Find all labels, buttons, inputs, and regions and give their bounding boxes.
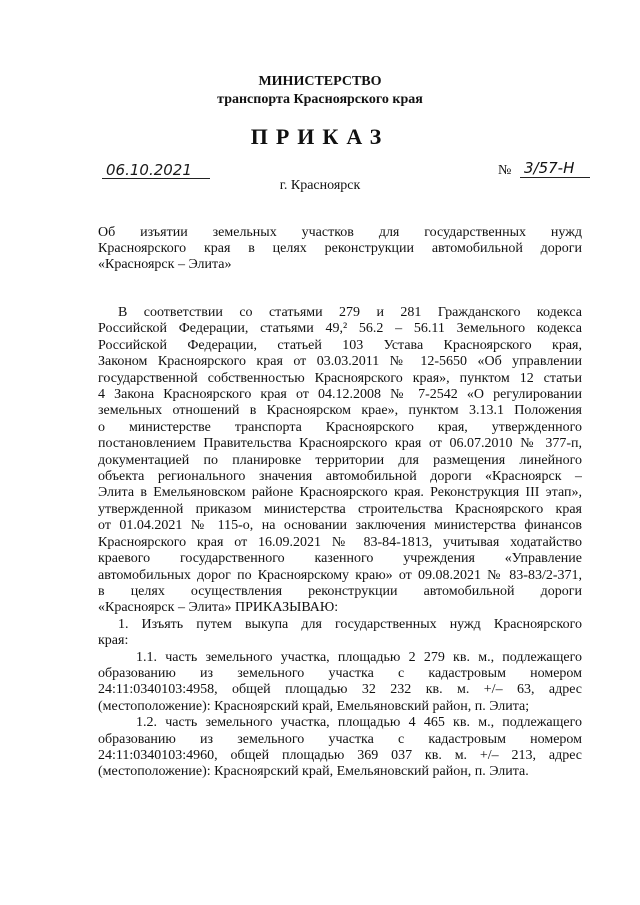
subject-line: Об изъятии земельных участков для государственных нужд: [98, 225, 582, 240]
body-line: В соответствии со статьями 279 и 281 Гражданского кодекса: [118, 305, 582, 320]
order-city: г. Красноярск: [279, 178, 361, 193]
order-number-label: №: [498, 163, 512, 178]
body-line: от 01.04.2021 № 115-о, на основании заключения министерства финансов: [98, 518, 582, 534]
clause-1: 1. Изъять путем выкупа для государственных нужд Красноярского: [118, 616, 582, 632]
subject-line: «Красноярск – Элита»: [98, 257, 232, 272]
body-line: образованию из земельного участка с кадастровым номером: [98, 665, 582, 681]
order-body: [98, 305, 582, 781]
body-line: «Красноярск – Элита» ПРИКАЗЫВАЮ:: [98, 600, 339, 616]
ministry-subtitle: транспорта Красноярского края: [217, 92, 423, 107]
body-line: Элита в Емельяновском районе Красноярского края. Реконструкция III этап»,: [98, 485, 582, 501]
body-line: (местоположение): Красноярский край, Емельяновский район, п. Элита.: [98, 764, 529, 780]
body-line: 4 Закона Красноярского края от 04.12.2008 № 7-2542 «О регулировании: [98, 387, 582, 403]
body-line: 24:11:0340103:4960, общей площадью 369 037 кв. м. +/– 213, адрес: [98, 747, 582, 763]
subject-line: Красноярского края в целях реконструкции автомобильной дороги: [98, 241, 582, 256]
clause-1-2: 1.2. часть земельного участка, площадью 4 465 кв. м., подлежащего: [136, 715, 582, 731]
body-line: образованию из земельного участка с кадастровым номером: [98, 731, 582, 747]
body-line: в целях осуществления реконструкции автомобильной дороги: [98, 583, 582, 599]
body-line: автомобильных дорог по Красноярскому краю» от 09.08.2021 № 83-83/2-371,: [98, 567, 582, 583]
body-line: края:: [98, 633, 129, 649]
body-line: постановлением Правительства Красноярского края от 06.07.2010 № 377-п,: [98, 436, 582, 452]
body-line: объекта регионального значения автомобильной дороги «Красноярск –: [98, 469, 582, 485]
body-line: 24:11:0340103:4958, общей площадью 32 232 кв. м. +/– 63, адрес: [98, 682, 582, 698]
body-line: земельных отношений в Красноярском крае», пунктом 3.13.1 Положения: [98, 403, 582, 419]
body-line: о министерстве транспорта Красноярского края, утвержденного: [98, 419, 582, 435]
order-date: 06.10.2021: [102, 161, 210, 179]
ministry-header: [0, 73, 640, 109]
ministry-title: МИНИСТЕРСТВО: [258, 74, 382, 89]
body-line: Российской Федерации, статьей 103 Устава Красноярского края,: [98, 337, 582, 353]
order-number: 3/57-Н: [520, 158, 590, 178]
body-line: государственной собственностью Красноярского края», пунктом 12 статьи: [98, 370, 582, 386]
body-line: Законом Красноярского края от 03.03.2011 № 12-5650 «Об управлении: [98, 354, 582, 370]
body-line: Красноярского края от 16.09.2021 № 83-84-1813, учитывая ходатайство: [98, 534, 582, 550]
document-type: ПРИКАЗ: [250, 124, 390, 149]
clause-1-1: 1.1. часть земельного участка, площадью 2 279 кв. м., подлежащего: [136, 649, 582, 665]
order-subject: [98, 225, 582, 273]
body-line: (местоположение): Красноярский край, Емельяновский район, п. Элита;: [98, 698, 530, 714]
body-line: краевого государственного казенного учреждения «Управление: [98, 551, 582, 567]
body-line: Российской Федерации, статьями 49,² 56.2 – 56.11 Земельного кодекса: [98, 321, 582, 337]
body-line: утвержденной приказом министерства строительства Красноярского края: [98, 501, 582, 517]
body-line: документацией по планировке территории для размещения линейного: [98, 452, 582, 468]
